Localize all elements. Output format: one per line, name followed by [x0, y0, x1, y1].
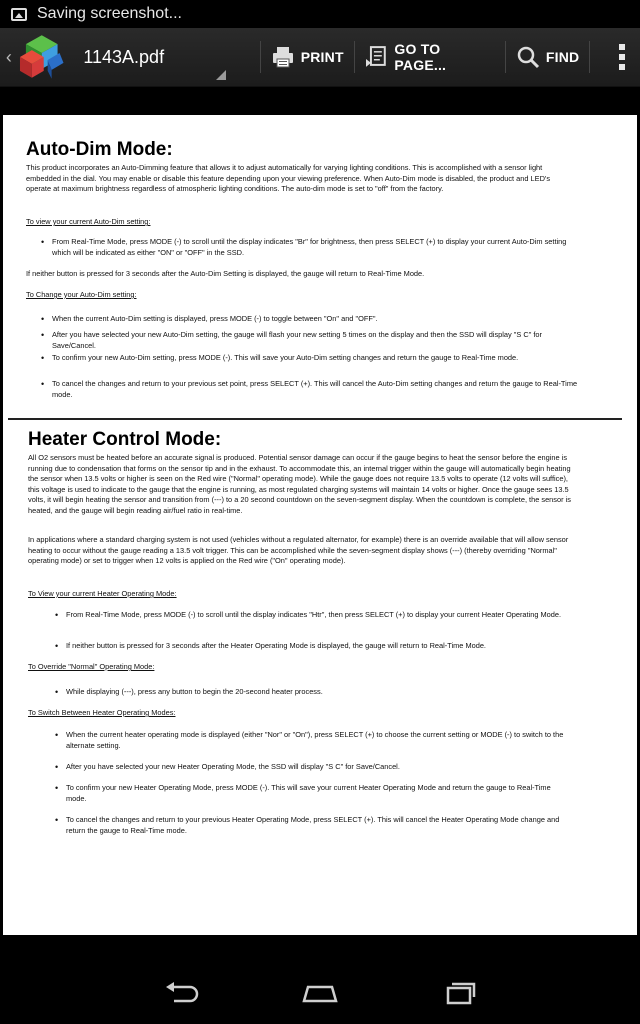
overflow-menu-icon[interactable]	[604, 28, 640, 86]
file-name: 1143A.pdf	[83, 47, 165, 67]
dropdown-corner-icon	[216, 70, 226, 80]
document-viewer[interactable]	[0, 87, 640, 961]
heater-switch-bullet-3: • To confirm your new Heater Operating Mode, press MODE (-). This will save your current Heater Operating Mode and return the gauge to Real-Time mode.	[55, 783, 571, 804]
heater-switch-heading: To Switch Between Heater Operating Modes:	[28, 708, 176, 717]
heater-switch-bullet-1: • When the current heater operating mode is displayed (either "Nor" or "On"), press SELECT (+) to choose the current setting or MODE (-) to switch to the alternate setting.	[55, 730, 571, 751]
autodim-intro: This product incorporates an Auto-Dimming feature that allows it to adjust automatically for varying lighting conditions. This is accomplished with a sensor light embedded in the dial. You may enable or disable this feature depending upon your viewing preference. When Auto-Dim mode is disabled, the product and LED's operate at maximum brightness regardless of atmospheric lighting conditions. The auto-dim mode is set to "off" from the factory.	[26, 163, 551, 194]
autodim-change-bullet-3: • To confirm your new Auto-Dim setting, press MODE (-). This will save your Auto-Dim setting changes and return the gauge to Real-Time mode.	[41, 353, 522, 364]
autodim-timeout: If neither button is pressed for 3 seconds after the Auto-Dim Setting is displayed, the gauge will return to Real-Time Mode.	[26, 269, 425, 278]
section-title-autodim: Auto-Dim Mode:	[26, 139, 173, 160]
heater-paragraph-2: In applications where a standard charging system is not used (vehicles without a regulated alternator, for example) there is an override available that will allow sensor heating to occur without the gauge reading a 13.5 volt trigger. This can be accomplished while the seven-segment display shows (---) (thereby overriding "Normal" operating mode) or set to trigger when 12 volts is applied on the Red wire ("On" operating mode).	[28, 535, 569, 566]
action-bar	[0, 28, 640, 87]
back-arrow-icon[interactable]: ‹	[5, 46, 12, 67]
autodim-view-bullet: • From Real-Time Mode, press MODE (-) to scroll until the display indicates "Br" for brightness, then press SELECT (+) to display your current Auto-Dim setting which will be indicated as either "ON" or "OFF" in the SSD.	[41, 237, 582, 258]
pdf-page	[3, 115, 637, 935]
print-button[interactable]	[261, 28, 354, 86]
go-to-page-icon	[365, 45, 389, 69]
image-icon	[11, 8, 27, 21]
autodim-change-heading: To Change your Auto-Dim setting:	[26, 290, 137, 299]
status-text: Saving screenshot...	[37, 5, 182, 22]
home-icon[interactable]	[295, 975, 345, 1011]
find-button[interactable]	[506, 28, 589, 86]
go-to-page-button[interactable]	[355, 28, 505, 86]
app-logo-icon[interactable]	[18, 33, 65, 81]
heater-override-bullet: • While displaying (---), press any button to begin the 20-second heater process.	[55, 687, 571, 698]
go-to-page-label: GO TO PAGE...	[394, 41, 447, 73]
file-title[interactable]	[83, 28, 231, 86]
back-icon[interactable]	[157, 975, 207, 1011]
find-label: FIND	[545, 49, 580, 65]
autodim-change-bullet-4: • To cancel the changes and return to your previous set point, press SELECT (+). This will cancel the Auto-Dim setting changes and return the gauge to Real-Time mode.	[41, 379, 582, 400]
print-label: PRINT	[300, 49, 344, 65]
section-title-heater: Heater Control Mode:	[28, 429, 222, 450]
recents-icon[interactable]	[433, 975, 483, 1011]
divider	[589, 41, 590, 73]
printer-icon	[271, 45, 295, 69]
autodim-view-heading: To view your current Auto-Dim setting:	[26, 217, 151, 226]
heater-view-bullet-2: • If neither button is pressed for 3 seconds after the Heater Operating Mode is displayed, the gauge will return to Real-Time Mode.	[55, 641, 581, 652]
heater-paragraph-1: All O2 sensors must be heated before an accurate signal is produced. Potential sensor damage can occur if the gauge begins to heat the sensor before the engine is running due to condensation that forms on the sensor tip and in the exhaust. To accommodate this, an internal trigger within the gauge will automatically begin heating the sensor when 13.5 volts or higher is seen on the Red wire ("Normal" operating mode). While the gauge does not require 13.5 volts to operate (12 volts will suffice), this voltage is used to indicate to the gauge that the engine is running, as most regulated charging systems will maintain 14 volts or higher. Once the gauge sees 13.5 volts, it will begin heating the sensor and transition from (---) to a 20 second countdown on the seven-segment display. When the countdown is complete, the sensor is heated, and the gauge will begin reading air/fuel ratio in real-time.	[28, 453, 571, 515]
section-divider	[8, 418, 622, 420]
heater-view-bullet-1: • From Real-Time Mode, press MODE (-) to scroll until the display indicates "Htr", then press SELECT (+) to display your current Heater Operating Mode.	[55, 610, 571, 621]
status-bar	[0, 0, 640, 28]
autodim-change-bullet-2: • After you have selected your new Auto-Dim setting, the gauge will flash your new setting 5 times on the display and then the SSD will display "S C" for Save/Cancel.	[41, 330, 582, 351]
navigation-bar	[0, 961, 640, 1024]
autodim-change-bullet-1: • When the current Auto-Dim setting is displayed, press MODE (-) to toggle between "On" and "OFF".	[41, 314, 582, 325]
heater-view-heading: To View your current Heater Operating Mode:	[28, 589, 177, 598]
search-icon	[516, 45, 540, 69]
heater-switch-bullet-2: • After you have selected your new Heater Operating Mode, the SSD will display "S C" for Save/Cancel.	[55, 762, 571, 773]
heater-switch-bullet-4: • To cancel the changes and return to your previous Heater Operating Mode, press SELECT (+). This will cancel the Heater Operating Mode change and return the gauge to Real-Time mode.	[55, 815, 571, 836]
heater-override-heading: To Override "Normal" Operating Mode:	[28, 662, 155, 671]
